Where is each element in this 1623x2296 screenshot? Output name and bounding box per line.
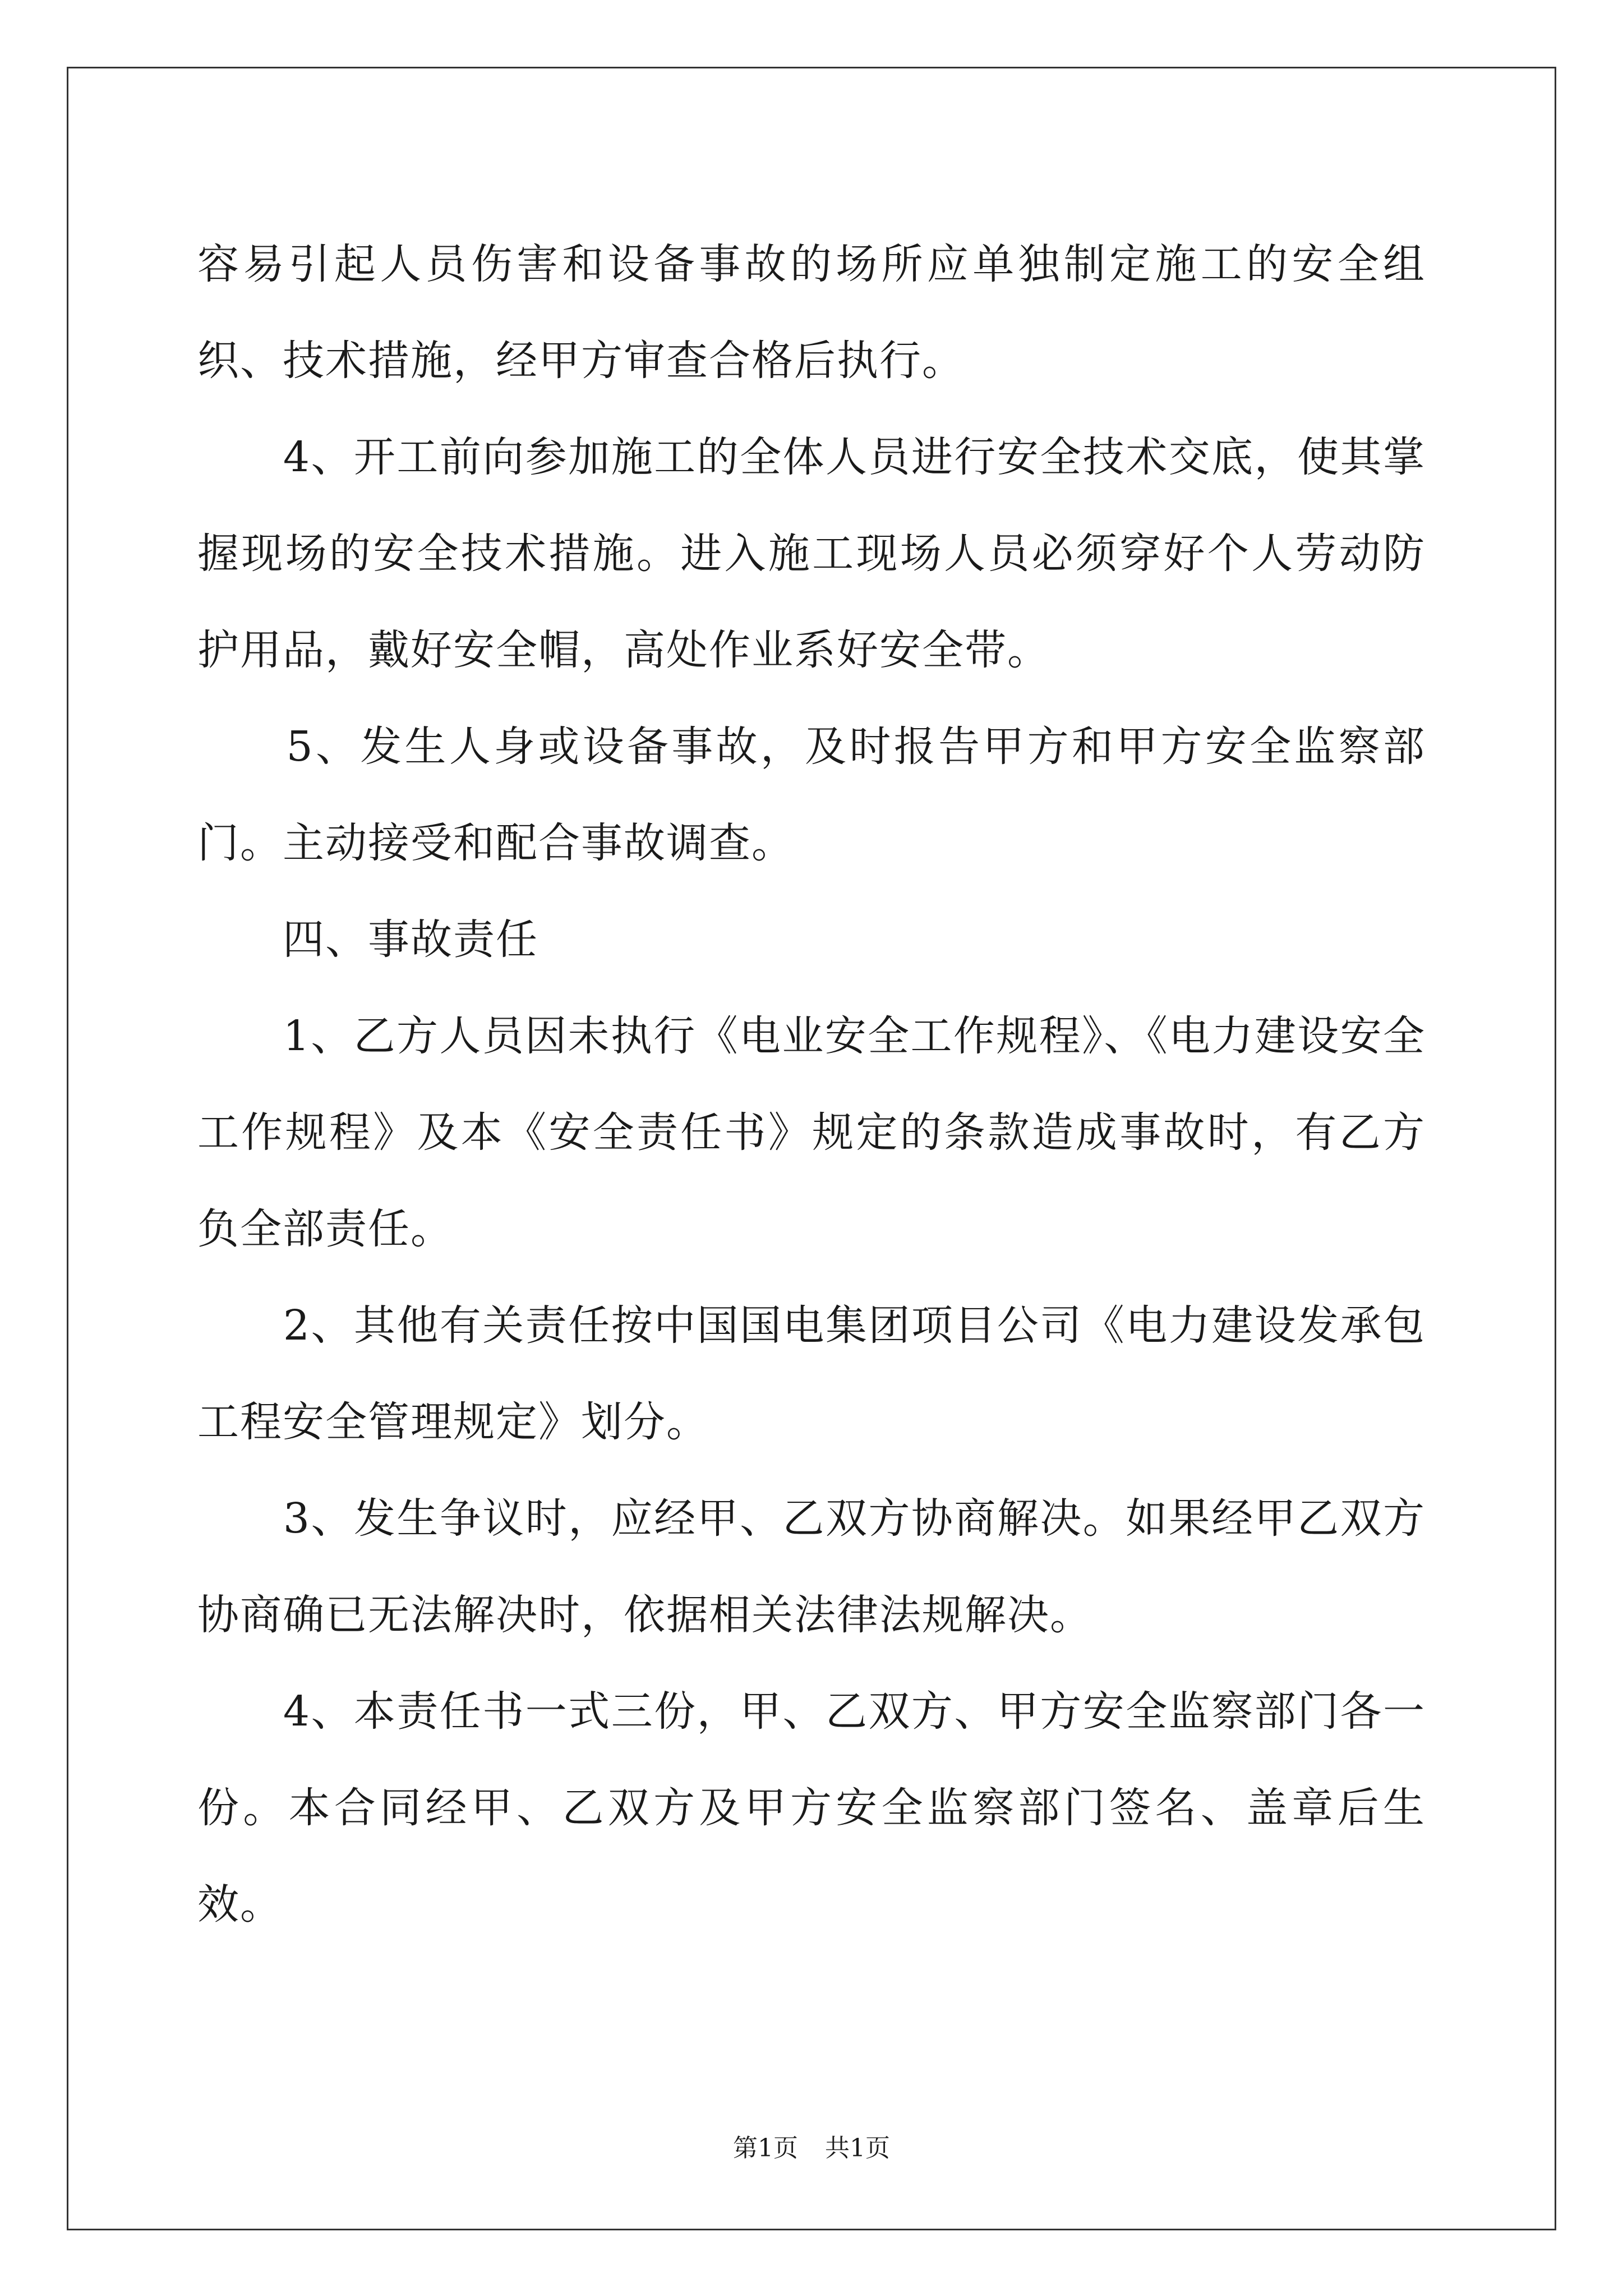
page-footer [0,2132,1623,2165]
paragraph-2: 4、开工前向参加施工的全体人员进行安全技术交底，使其掌握现场的安全技术措施。进入施工现场人员必须穿好个人劳动防护用品，戴好安全帽，高处作业系好安全带。 [197,433,1426,674]
page-number: 第1页 [733,2134,798,2162]
paragraph-3: 5、发生人身或设备事故，及时报告甲方和甲方安全监察部门。主动接受和配合事故调查。 [197,723,1426,867]
paragraph-1: 容易引起人员伤害和设备事故的场所应单独制定施工的安全组织、技术措施，经甲方审查合格后执行。 [197,240,1426,385]
paragraph-6: 2、其他有关责任按中国国电集团项目公司《电力建设发承包工程安全管理规定》划分。 [197,1301,1426,1446]
paragraph-8: 4、本责任书一式三份，甲、乙双方、甲方安全监察部门各一份。本合同经甲、乙双方及甲方安全监察部门签名、盖章后生效。 [197,1687,1426,1929]
document-body [197,216,1426,1953]
paragraph-5: 1、乙方人员因未执行《电业安全工作规程》、《电力建设安全工作规程》及本《安全责任书》规定的条款造成事故时，有乙方负全部责任。 [197,1012,1426,1253]
section-heading: 四、事故责任 [197,915,538,964]
page-total: 共1页 [825,2134,890,2162]
paragraph-7: 3、发生争议时，应经甲、乙双方协商解决。如果经甲乙双方协商确已无法解决时，依据相关法律法规解决。 [197,1494,1426,1639]
